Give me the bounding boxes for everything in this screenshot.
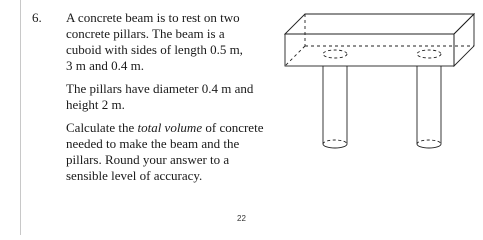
margin-rule bbox=[20, 0, 21, 235]
text-line bbox=[66, 120, 272, 136]
pillar-left bbox=[323, 50, 347, 148]
text-line: sensible level of accuracy. bbox=[66, 168, 203, 183]
text-line: A concrete beam is to rest on two bbox=[66, 10, 240, 25]
page-number: 22 bbox=[237, 214, 246, 223]
text-segment: of concrete bbox=[202, 120, 264, 135]
pillar-base-back bbox=[417, 140, 441, 144]
question-paragraph-2 bbox=[66, 81, 272, 113]
beam-top-face bbox=[285, 14, 474, 34]
question-text bbox=[66, 10, 272, 191]
pillar-base-back bbox=[323, 140, 347, 144]
question-paragraph-1 bbox=[66, 10, 272, 74]
text-line: needed to make the beam and the bbox=[66, 136, 240, 151]
question-number: 6. bbox=[32, 10, 42, 25]
beam-side-face bbox=[454, 14, 474, 66]
text-line: The pillars have diameter 0.4 m and bbox=[66, 81, 254, 96]
pillar-top-hidden bbox=[323, 50, 347, 58]
pillar-right bbox=[417, 50, 441, 148]
beam-on-pillars-diagram bbox=[278, 12, 478, 160]
text-line: pillars. Round your answer to a bbox=[66, 152, 230, 167]
text-line: concrete pillars. The beam is a bbox=[66, 26, 225, 41]
question-paragraph-3 bbox=[66, 120, 272, 184]
text-segment: Calculate the bbox=[66, 120, 138, 135]
beam-hidden-edge bbox=[285, 46, 305, 66]
text-line: cuboid with sides of length 0.5 m, bbox=[66, 42, 243, 57]
pillar-top-hidden bbox=[417, 50, 441, 58]
pillar-base-front bbox=[417, 144, 441, 148]
emphasis-text: total volume bbox=[137, 120, 203, 135]
text-line: height 2 m. bbox=[66, 97, 125, 112]
pillar-base-front bbox=[323, 144, 347, 148]
text-line: 3 m and 0.4 m. bbox=[66, 58, 144, 73]
beam bbox=[285, 14, 474, 66]
